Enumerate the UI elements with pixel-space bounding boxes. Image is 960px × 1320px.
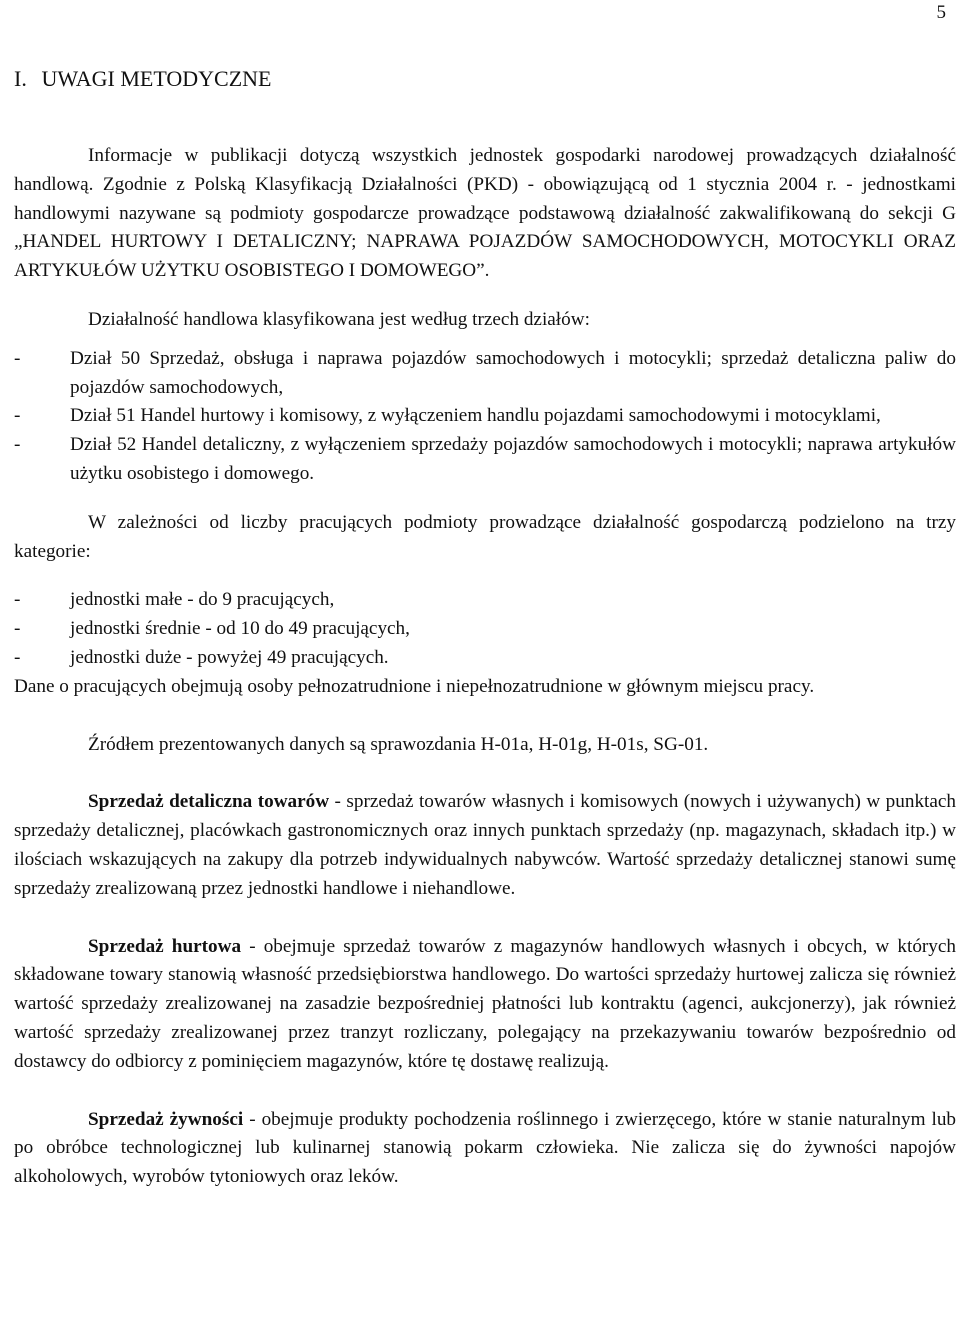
- section-number: I.: [14, 66, 27, 91]
- division-50: Dział 50 Sprzedaż, obsługa i naprawa pojazdów samochodowych i motocykli; sprzedaż detaliczna paliw do pojazdów samochodowych,: [70, 347, 956, 398]
- category-large: jednostki duże - powyżej 49 pracujących.: [70, 646, 389, 668]
- section-heading: [14, 64, 956, 94]
- definition-term: Sprzedaż detaliczna towarów: [88, 791, 330, 813]
- definition-text: - sprzedaż towarów własnych i komisowych (nowych i używanych) w punktach sprzedaży detalicznej, placówkach gastronomicznych oraz innych punktach sprzedaży (np. magazynach, składach itp.) w ilościach wskazujących na zakupy dla potrzeb indywidualnych nabywców. Wartość sprzedaży detalicznej stanowi sumę sprzedaży zrealizowaną przez jednostki handlowe i niehandlowe.: [14, 791, 956, 899]
- divisions-intro: Działalność handlowa klasyfikowana jest według trzech działów:: [88, 308, 590, 330]
- definition-text: - obejmuje sprzedaż towarów z magazynów handlowych własnych i obcych, w których składowane towary stanowią własność przedsiębiorstwa handlowego. Do wartości sprzedaży hurtowej zalicza się również wartość sprzedaży zrealizowanej na zasadzie bezpośredniej płatności lub kontraktu (agenci, aukcjonerzy), jak również wartość sprzedaży zrealizowanej przez tranzyt rozliczany, polegający na przekazywaniu towarów bezpośrednio od dostawcy do odbiorcy z pominięciem magazynów, które tę dostawę realizują.: [14, 935, 957, 1072]
- list-item: [14, 644, 956, 673]
- list-dash: -: [14, 405, 21, 427]
- source-note: Źródłem prezentowanych danych są sprawozdania H-01a, H-01g, H-01s, SG-01.: [88, 733, 709, 755]
- list-item: [14, 345, 956, 403]
- category-small: jednostki małe - do 9 pracujących,: [70, 589, 335, 611]
- definition-wholesale: [14, 933, 956, 1077]
- list-item: [14, 402, 956, 431]
- division-51: Dział 51 Handel hurtowy i komisowy, z wyłączeniem handlu pojazdami samochodowymi i motocyklami,: [70, 405, 881, 427]
- employees-note: Dane o pracujących obejmują osoby pełnozatrudnione i niepełnozatrudnione w głównym miejscu pracy.: [14, 675, 815, 697]
- divisions-list: [14, 345, 956, 489]
- definition-term: Sprzedaż żywności: [88, 1108, 244, 1130]
- category-medium: jednostki średnie - od 10 do 49 pracujących,: [70, 618, 410, 640]
- definition-food-sales: [14, 1106, 956, 1192]
- definition-retail-sales: [14, 788, 956, 903]
- section-title: UWAGI METODYCZNE: [41, 66, 272, 91]
- list-dash: -: [14, 434, 21, 456]
- intro-paragraph: Informacje w publikacji dotyczą wszystkich jednostek gospodarki narodowej prowadzących działalność handlową. Zgodnie z Polską Klasyfikacją Działalności (PKD) - obowiązującą od 1 stycznia 2004 r. - jednostkami handlowymi nazywane są podmioty gospodarcze prowadzące podstawową działalność zakwalifikowaną do sekcji G „HANDEL HURTOWY I DETALICZNY; NAPRAWA POJAZDÓW SAMOCHODOWYCH, MOTOCYKLI ORAZ ARTYKUŁÓW UŻYTKU OSOBISTEGO I DOMOWEGO”.: [14, 145, 956, 282]
- list-dash: -: [14, 618, 21, 640]
- categories-list: [14, 586, 956, 672]
- division-52: Dział 52 Handel detaliczny, z wyłączeniem sprzedaży pojazdów samochodowych i motocykli; naprawa artykułów użytku osobistego i domowego.: [70, 434, 956, 484]
- list-dash: -: [14, 347, 21, 369]
- document-body: [14, 64, 956, 1192]
- list-item: [14, 586, 956, 615]
- list-item: [14, 431, 956, 489]
- list-item: [14, 615, 956, 644]
- definition-term: Sprzedaż hurtowa: [88, 935, 242, 957]
- list-dash: -: [14, 589, 21, 611]
- definition-text: - obejmuje produkty pochodzenia roślinnego i zwierzęcego, które w stanie naturalnym lub po obróbce technologicznej lub kulinarnej stanowią pokarm człowieka. Nie zalicza się do żywności napojów alkoholowych, wyrobów tytoniowych oraz leków.: [14, 1108, 957, 1188]
- list-dash: -: [14, 646, 21, 668]
- categories-intro: W zależności od liczby pracujących podmioty prowadzące działalność gospodarczą podzielono na trzy kategorie:: [14, 511, 956, 562]
- page-number: 5: [936, 2, 946, 23]
